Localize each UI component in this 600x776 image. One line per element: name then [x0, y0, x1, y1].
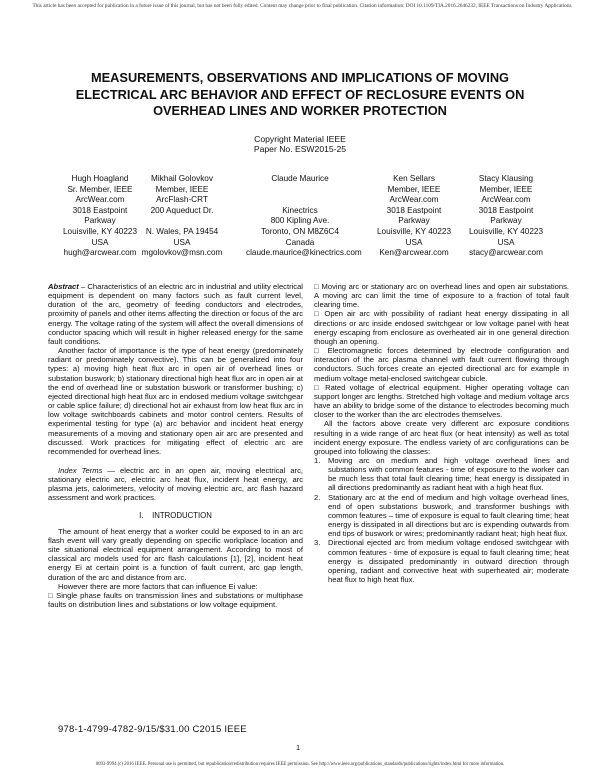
- arc-classes-list: [314, 456, 569, 584]
- index-terms-text: — electric arc in an open air, moving electrical arc, stationary electric arc, electric arc heat flux, incident heat energy, arc plasma jets, calorimeters, velocity of moving electric arc, arc flash hazard assessment and work practices.: [48, 465, 303, 503]
- author-address: 200 Aqueduct Dr.: [150, 205, 214, 215]
- author-role: Member, IEEE: [155, 184, 209, 194]
- author-name: Hugh Hoagland: [71, 174, 129, 183]
- author-address: 3018 Eastpoint: [478, 205, 534, 215]
- author-name: Claude Maurice: [271, 174, 329, 183]
- author-klausing: [452, 174, 560, 259]
- author-org: ArcWear.com: [75, 195, 125, 205]
- author-role: Member, IEEE: [387, 184, 441, 194]
- factor-bullet-open-air-arc: □ Open air arc with possibility of radiant heat energy dissipating in all directions or arc inside endosed switchgear or low voltage panel with heat energy escaping from enclosure as overheated air in one general direction though an opening.: [314, 309, 569, 346]
- author-org: ArcWear.com: [481, 195, 531, 205]
- author-spacer: [246, 195, 354, 206]
- factor-bullet-electromagnetic: □ Electromagnetic forces determined by electrode configuration and interaction of the arc plasma channel with fault current flowing through conductors. Such forces create an ejected directional arc for example in medium voltage metal-enclosed switchgear cubicle.: [314, 346, 569, 383]
- author-country: USA: [173, 237, 191, 247]
- abstract-label: Abstract: [48, 282, 79, 291]
- author-address-2: Parkway: [398, 216, 430, 226]
- author-address: 800 Kipling Ave.: [270, 216, 330, 226]
- author-address-2: Parkway: [84, 216, 116, 226]
- author-email[interactable]: stacy@arcwear.com: [469, 248, 543, 258]
- intro-paragraph-1: The amount of heat energy that a worker could be exposed to in an arc flash event will vary greatly depending on specific workplace location and site situational electrical equipment arrangement. According to most of classical arc models used for arc flash calculations [1], [2], incident heat energy Ei at certain point is a function of fault current, arc gap length, duration of the arc and distance from arc.: [48, 526, 303, 582]
- index-terms: [48, 466, 303, 503]
- classes-intro-paragraph: All the factors above create very different arc exposure conditions resulting in a wide range of arc heat flux (or heat intensity) as well as total incident energy exposure. The endless variety of arc configurations can be grouped into following the classes:: [314, 419, 569, 456]
- author-city: Louisville, KY 40223: [468, 226, 544, 236]
- list-item: 3. Directional ejected arc from medium voltage endosed switchgear with common features - time of exposure is equal to fault clearing time; heat energy is dissipated predominantly in outward direction through opening, radiant and convective heat with superheated air; moderate heat flux to high heat flux.: [314, 538, 569, 584]
- intro-paragraph-2: However there are more factors that can influence Ei value:: [58, 581, 258, 591]
- author-address-2: [128, 216, 236, 227]
- author-email[interactable]: hugh@arcwear.com: [63, 248, 137, 258]
- author-country: Canada: [285, 237, 315, 247]
- author-city: N. Wales, PA 19454: [145, 226, 219, 236]
- author-golovkov: [128, 174, 236, 259]
- abstract-paragraph: [48, 282, 303, 346]
- paper-title: MEASUREMENTS, OBSERVATIONS AND IMPLICATIONS OF MOVING ELECTRICAL ARC BEHAVIOR AND EFFECT OF RECLOSURE EVENTS ON OVERHEAD LINES AND WORKER PROTECTION: [75, 70, 525, 118]
- index-terms-label: Index Terms: [58, 465, 103, 475]
- author-org: ArcWear.com: [389, 195, 439, 205]
- author-name: Mikhail Golovkov: [151, 174, 213, 183]
- author-country: USA: [497, 237, 515, 247]
- author-city: Toronto, ON M8Z6C4: [261, 226, 339, 236]
- paper-number: Paper No. ESW2015-25: [253, 144, 347, 154]
- author-city: Louisville, KY 40223: [376, 226, 452, 236]
- author-address: 3018 Eastpoint: [72, 205, 128, 215]
- author-city: Louisville, KY 40223: [62, 226, 138, 236]
- abstract-text: – Characteristics of an electric arc in industrial and utility electrical equipment is dependent on many factors such as fault current level, duration of the arc, geometry of feeding conductors and electrodes, proximity of panels and other items affecting the direction or focus of the arc energy. The voltage rating of the system will affect the overall dimensions of conductor spacing which will result in higher released energy for the same fault conditions.: [48, 282, 303, 346]
- copyright-line: Copyright Material IEEE: [254, 134, 346, 144]
- section-heading-introduction: I. INTRODUCTION: [139, 510, 212, 520]
- isbn-line: 978-1-4799-4782-9/15/$31.00 C2015 IEEE: [58, 724, 247, 735]
- author-country: USA: [91, 237, 109, 247]
- publication-notice: This article has been accepted for publication in a future issue of this journal, but has not been fully edited. Content may change prior to final publication. Citation information: DOI 10.1109/TIA.2016.2646232, IEEE Transactions on Industry Applications: [32, 3, 572, 9]
- list-item: 2. Stationary arc at the end of medium and high voltage overhead lines, end of open substations buswork, and transformer bushings with common features – time of exposure is equal to fault clearing time; heat energy is dissipated in all directions but arc is expending outwards from end tips of buswork or wires; predominantly radiant heat; high heat flux.: [314, 492, 569, 539]
- factor-bullet-rated-voltage: □ Rated voltage of electrical equipment. Higher operating voltage can support longer arc lengths. Stretched high voltage and medium voltage arcs have an ability to bridge some of the distance to electrodes becoming much closer to the worker than the arc electrodes themselves.: [314, 382, 569, 420]
- author-address-2: Parkway: [490, 216, 522, 226]
- author-name: Ken Sellars: [393, 174, 435, 183]
- intro-bullet: □ Single phase faults on transmission lines and substations or multiphase faults on distribution lines and substations or low voltage equipment.: [48, 590, 303, 609]
- copyright-footer: 0093-9994 (c) 2016 IEEE. Personal use is permitted, but republication/redistribution requires IEEE permission. See http://www.ieee.org/publications_standards/publications/rights/index.html for more information.: [95, 762, 505, 767]
- author-email[interactable]: mgolovkov@msn.com: [141, 248, 223, 258]
- author-org: ArcFlash-CRT: [156, 195, 208, 205]
- author-email[interactable]: claude.maurice@kinectrics.com: [246, 248, 362, 258]
- author-name: Stacy Klausing: [478, 174, 534, 183]
- author-maurice: [246, 174, 362, 259]
- author-email[interactable]: Ken@arcwear.com: [379, 248, 449, 258]
- left-column: [48, 282, 303, 609]
- right-column: [314, 282, 569, 584]
- author-country: USA: [405, 237, 423, 247]
- factor-bullet-moving-arc: □ Moving arc or stationary arc on overhead lines and open air substations. A moving arc can limit the time of exposure to a fraction of total fault clearing time.: [314, 282, 569, 310]
- author-org: Kinectrics: [282, 205, 318, 215]
- abstract-paragraph-2: Another factor of importance is the type of heat energy (predominately radiant or predominately convective). This can be generalized into four types: a) moving high heat flux arc in open air of overhead lines or substation buswork; b) stationary directional high heat flux arc in open air at the end of overhead line or substation buswork or transformer bushing; c) ejected directional high heat flux arc in endosed medium voltage switchgear or cable splice failure; d) directional hot air exhaust from low heat flux arc in low voltage switchboards cabinets and motor control centers. Results of experimental testing for type (a) arc behavior and incident heat energy measurements of a moving and stationary open air arc are presented and discussed. Work practices for mitigating effect of electric arc are recommended for overhead lines.: [48, 346, 303, 456]
- author-role: Member, IEEE: [479, 184, 533, 194]
- author-role: [246, 185, 354, 196]
- page-number: 1: [296, 743, 301, 752]
- list-item: 1. Moving arc on medium and high voltage overhead lines and substations with common features - time of exposure to the worker can be much less that total fault clearing time; heat energy is dissipated in all directions predominantly as radiant heat with a high heat flux.: [314, 455, 569, 493]
- author-address: 3018 Eastpoint: [386, 205, 442, 215]
- author-role: Sr. Member, IEEE: [67, 184, 133, 194]
